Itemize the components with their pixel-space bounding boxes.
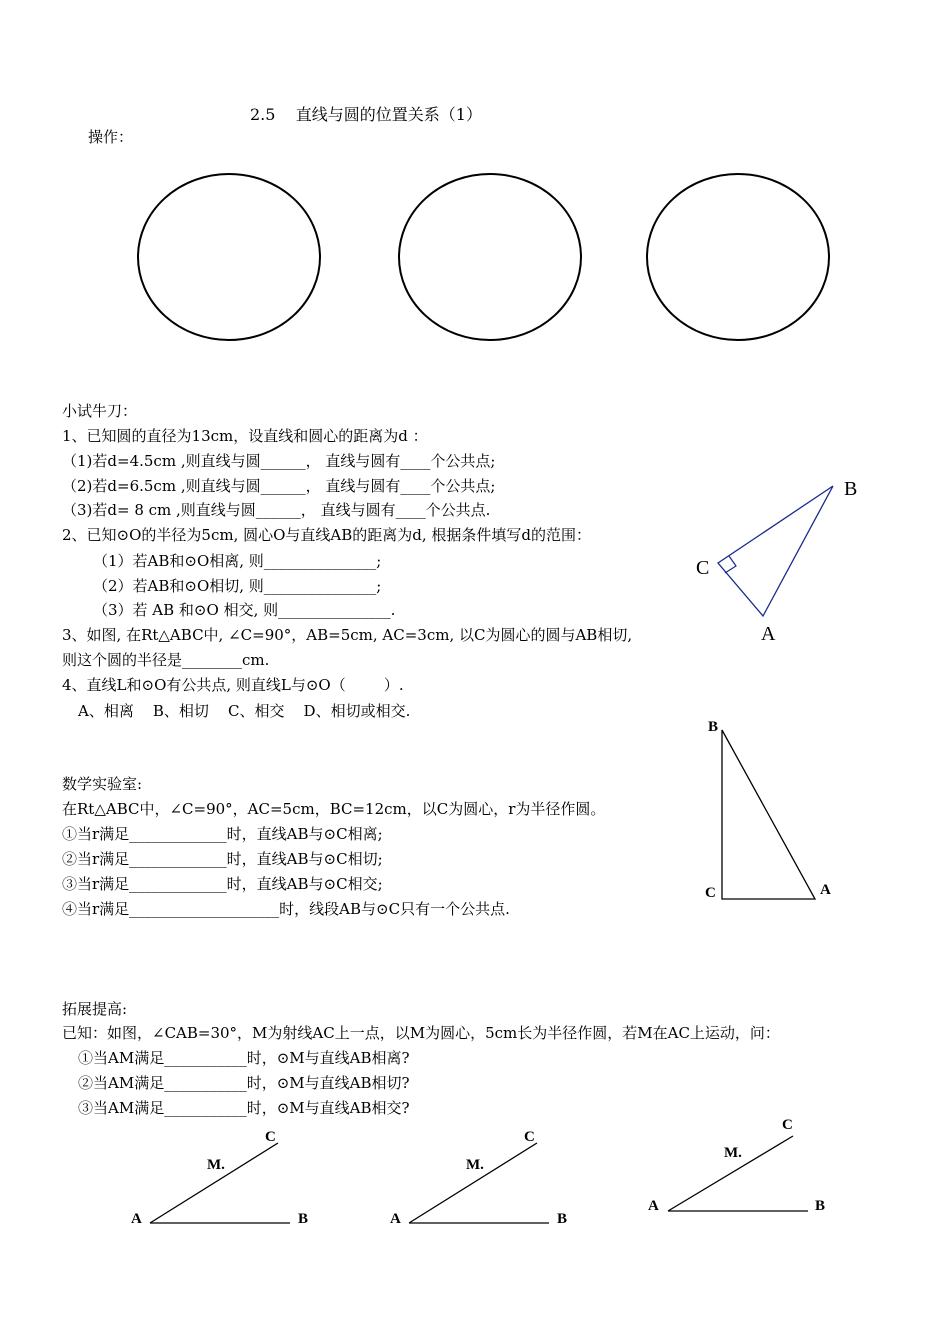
label-m: M.	[466, 1157, 484, 1173]
triangle-figure-1	[690, 470, 870, 645]
q4-text: 4、直线L和⊙O有公共点, 则直线L与⊙O（ ）.	[62, 676, 404, 694]
operation-label: 操作：	[88, 128, 134, 146]
q2-part3: （3）若 AB 和⊙O 相交, 则_______________.	[93, 601, 396, 619]
q3-text-cont: 则这个圆的半径是________cm.	[62, 651, 270, 669]
triangle-abc-2	[722, 730, 815, 899]
triangle-abc-1	[718, 486, 833, 616]
angle-figure-3	[643, 1112, 843, 1222]
section2-heading: 数学实验室:	[62, 775, 143, 793]
right-angle-mark	[725, 556, 736, 573]
label-b: B	[298, 1211, 309, 1227]
ext-part1: ①当AM满足___________时，⊙M与直线AB相离?	[78, 1049, 410, 1067]
q1-part3: （3)若d= 8 cm ,则直线与圆______， 直线与圆有____个公共点.	[62, 501, 491, 519]
q2-part2: （2）若AB和⊙O相切, 则_______________;	[93, 577, 382, 595]
label-a: A	[820, 882, 831, 898]
label-c: C	[524, 1129, 535, 1145]
angle-figure-1	[125, 1125, 325, 1235]
q4-options: A、相离 B、相切 C、相交 D、相切或相交.	[78, 702, 411, 720]
section1-heading: 小试牛刀：	[62, 402, 138, 420]
q2-text: 2、已知⊙O的半径为5cm, 圆心O与直线AB的距离为d, 根据条件填写d的范围：	[62, 526, 592, 544]
label-a: A	[131, 1211, 142, 1227]
label-a: A	[390, 1211, 401, 1227]
label-c: C	[696, 557, 710, 579]
label-c: C	[265, 1129, 276, 1145]
ray-ac	[409, 1143, 537, 1223]
lab-part3: ③当r满足_____________时，直线AB与⊙C相交;	[62, 875, 383, 893]
q1-part2: （2)若d=6.5cm ,则直线与圆______， 直线与圆有____个公共点;	[62, 477, 496, 495]
label-c: C	[782, 1117, 793, 1133]
label-a: A	[648, 1198, 659, 1214]
section3-heading: 拓展提高:	[62, 1000, 128, 1018]
label-b: B	[844, 478, 858, 500]
q1-text: 1、已知圆的直径为13cm，设直线和圆心的距离为d ：	[62, 427, 428, 445]
ext-part3: ③当AM满足___________时，⊙M与直线AB相交?	[78, 1099, 410, 1117]
ext-intro: 已知：如图，∠CAB=30°，M为射线AC上一点，以M为圆心，5cm长为半径作圆，若M在AC上运动，问：	[62, 1024, 780, 1042]
circle-3	[647, 174, 829, 340]
label-b: B	[708, 719, 719, 735]
label-b: B	[557, 1211, 568, 1227]
label-b: B	[815, 1198, 826, 1214]
q1-part1: （1)若d=4.5cm ,则直线与圆______， 直线与圆有____个公共点;	[62, 452, 496, 470]
lab-intro: 在Rt△ABC中，∠C=90°，AC=5cm，BC=12cm，以C为圆心，r为半径作圆。	[62, 800, 606, 818]
lab-part2: ②当r满足_____________时，直线AB与⊙C相切;	[62, 850, 383, 868]
page-title: 2.5 直线与圆的位置关系（1）	[250, 105, 482, 124]
label-m: M.	[724, 1145, 742, 1161]
circle-1	[138, 174, 320, 340]
q2-part1: （1）若AB和⊙O相离, 则_______________;	[93, 552, 382, 570]
ext-part2: ②当AM满足___________时，⊙M与直线AB相切?	[78, 1074, 410, 1092]
lab-part1: ①当r满足_____________时，直线AB与⊙C相离;	[62, 825, 383, 843]
angle-figure-2	[384, 1125, 584, 1235]
label-a: A	[761, 623, 776, 645]
circle-2	[399, 174, 581, 340]
operation-circles	[0, 0, 950, 360]
label-c: C	[705, 885, 716, 901]
lab-part4: ④当r满足____________________时，线段AB与⊙C只有一个公共点.	[62, 900, 510, 918]
ray-ac	[150, 1143, 278, 1223]
q3-text: 3、如图, 在Rt△ABC中, ∠C=90°，AB=5cm, AC=3cm, 以C为圆心的圆与AB相切,	[62, 626, 633, 644]
triangle-figure-2	[700, 712, 840, 912]
label-m: M.	[207, 1157, 225, 1173]
